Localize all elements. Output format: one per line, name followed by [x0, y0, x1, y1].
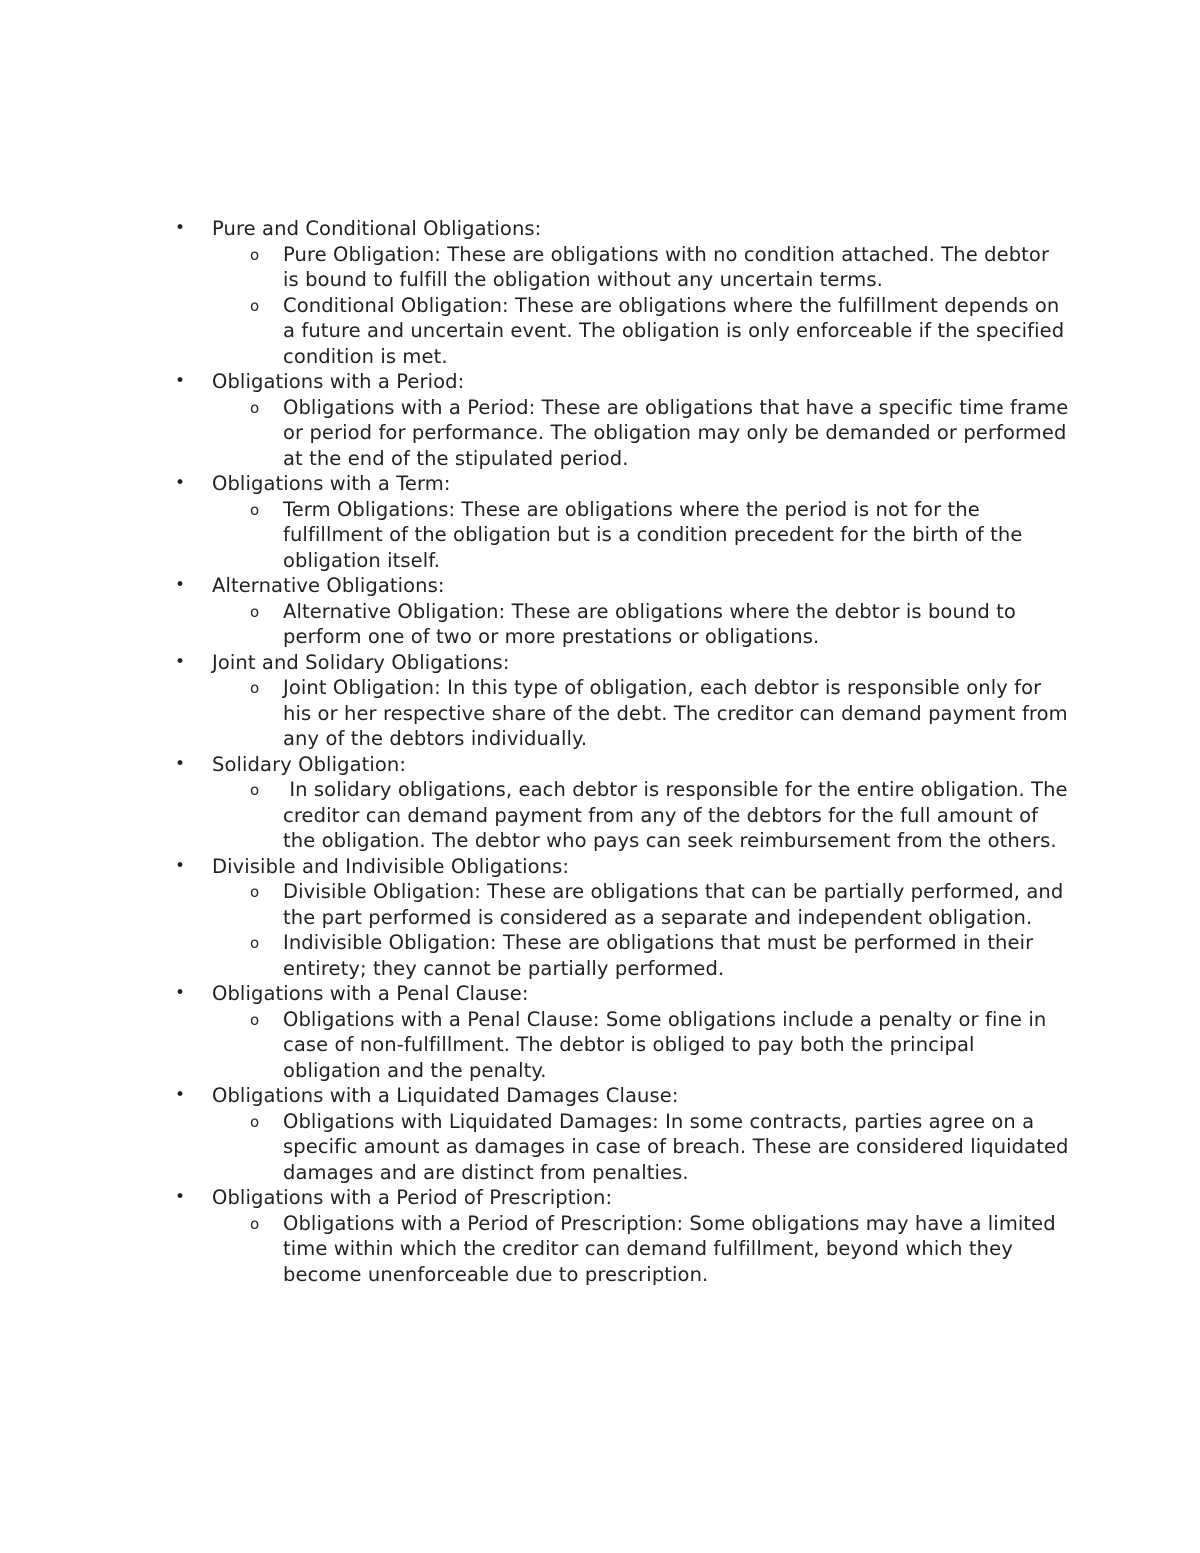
list-item: [0, 1211, 1200, 1288]
list-item-text: Conditional Obligation: These are obligations where the fulfillment depends on a future and uncertain event. The obligation is only enforceable if the specified condition is met.: [283, 293, 1071, 368]
list-item-text: In solidary obligations, each debtor is responsible for the entire obligation. The creditor can demand payment from any of the debtors for the full amount of the obligation. The debtor who pays can seek reimbursement from the others.: [283, 778, 1074, 852]
sub-bullet-icon: o: [250, 1112, 260, 1131]
list-item-text: Obligations with a Period of Prescription: Some obligations may have a limited time within which the creditor can demand fulfillment, beyond which they become unenforceable due to prescription.: [283, 1211, 1063, 1286]
section-heading-text: Obligations with a Liquidated Damages Clause:: [212, 1084, 679, 1107]
list-item-text: Obligations with a Period: These are obligations that have a specific time frame or period for performance. The obligation may only be demanded or performed at the end of the stipulated period.: [283, 395, 1075, 470]
document-body: [0, 216, 1200, 1287]
sub-bullet-icon: o: [250, 500, 260, 519]
section-heading: [0, 1083, 1200, 1109]
bullet-outline: [0, 216, 1200, 1287]
section-heading-text: Joint and Solidary Obligations:: [212, 650, 510, 674]
list-item-text: Alternative Obligation: These are obligations where the debtor is bound to perform one of two or more prestations or obligations.: [283, 599, 1023, 648]
list-item: [0, 599, 1200, 650]
section-heading-text: Obligations with a Period:: [212, 370, 465, 393]
sub-bullet-icon: o: [250, 781, 260, 799]
sub-bullet-icon: o: [250, 1010, 260, 1029]
list-item: [0, 879, 1200, 930]
section-heading: [0, 573, 1200, 599]
section-heading-text: Divisible and Indivisible Obligations:: [212, 854, 570, 878]
sub-bullet-icon: o: [250, 602, 260, 621]
bullet-icon: •: [175, 1187, 186, 1207]
list-item: [0, 1007, 1200, 1084]
bullet-icon: •: [175, 651, 186, 672]
sub-bullet-icon: o: [250, 296, 260, 315]
list-item: [0, 242, 1200, 293]
section-heading-text: Solidary Obligation:: [212, 752, 407, 776]
list-item-text: Pure Obligation: These are obligations with no condition attached. The debtor is bound to fulfill the obligation without any uncertain terms.: [283, 242, 1056, 291]
bullet-icon: •: [175, 1085, 186, 1105]
bullet-icon: •: [175, 855, 186, 876]
bullet-icon: •: [175, 983, 186, 1003]
list-item-text: Joint Obligation: In this type of obligation, each debtor is responsible only for his or her respective share of the debt. The creditor can demand payment from any of the debtors individually.: [283, 676, 1075, 750]
section-heading: [0, 854, 1200, 880]
sub-bullet-icon: o: [250, 398, 260, 417]
list-item: [0, 293, 1200, 370]
list-item: [0, 675, 1200, 752]
list-item: [0, 395, 1200, 472]
section-heading: [0, 1185, 1200, 1211]
list-item: [0, 777, 1200, 854]
section-heading: [0, 752, 1200, 778]
sub-bullet-icon: o: [250, 245, 260, 264]
list-item-text: Term Obligations: These are obligations where the period is not for the fulfillment of the obligation but is a condition precedent for the birth of the obligation itself.: [283, 497, 1029, 572]
section-heading-text: Obligations with a Penal Clause:: [212, 982, 529, 1005]
list-item-text: Obligations with a Penal Clause: Some obligations include a penalty or fine in case of non-fulfillment. The debtor is obliged to pay both the principal obligation and the penalty.: [283, 1007, 1053, 1082]
section-heading: [0, 471, 1200, 497]
bullet-icon: •: [175, 218, 186, 238]
list-item-text: Indivisible Obligation: These are obligations that must be performed in their entirety; they cannot be partially performed.: [283, 931, 1040, 980]
bullet-icon: •: [175, 575, 186, 595]
sub-bullet-icon: o: [250, 934, 260, 952]
list-item-text: Divisible Obligation: These are obligations that can be partially performed, and the part performed is considered as a separate and independent obligation.: [283, 880, 1070, 929]
list-item: [0, 930, 1200, 981]
section-heading: [0, 981, 1200, 1007]
section-heading-text: Pure and Conditional Obligations:: [212, 217, 542, 240]
section-heading-text: Obligations with a Period of Prescription:: [212, 1186, 613, 1209]
list-item: [0, 1109, 1200, 1186]
section-heading-text: Obligations with a Term:: [212, 472, 451, 495]
section-heading-text: Alternative Obligations:: [212, 574, 445, 597]
sub-bullet-icon: o: [250, 679, 260, 697]
sub-bullet-icon: o: [250, 1214, 260, 1233]
section-heading: [0, 369, 1200, 395]
list-item: [0, 497, 1200, 574]
bullet-icon: •: [175, 473, 186, 493]
sub-bullet-icon: o: [250, 883, 260, 901]
section-heading: [0, 216, 1200, 242]
list-item-text: Obligations with Liquidated Damages: In some contracts, parties agree on a specific amount as damages in case of breach. These are considered liquidated damages and are distinct from penalties.: [283, 1109, 1075, 1184]
section-heading: [0, 650, 1200, 676]
bullet-icon: •: [175, 753, 186, 774]
bullet-icon: •: [175, 371, 186, 391]
